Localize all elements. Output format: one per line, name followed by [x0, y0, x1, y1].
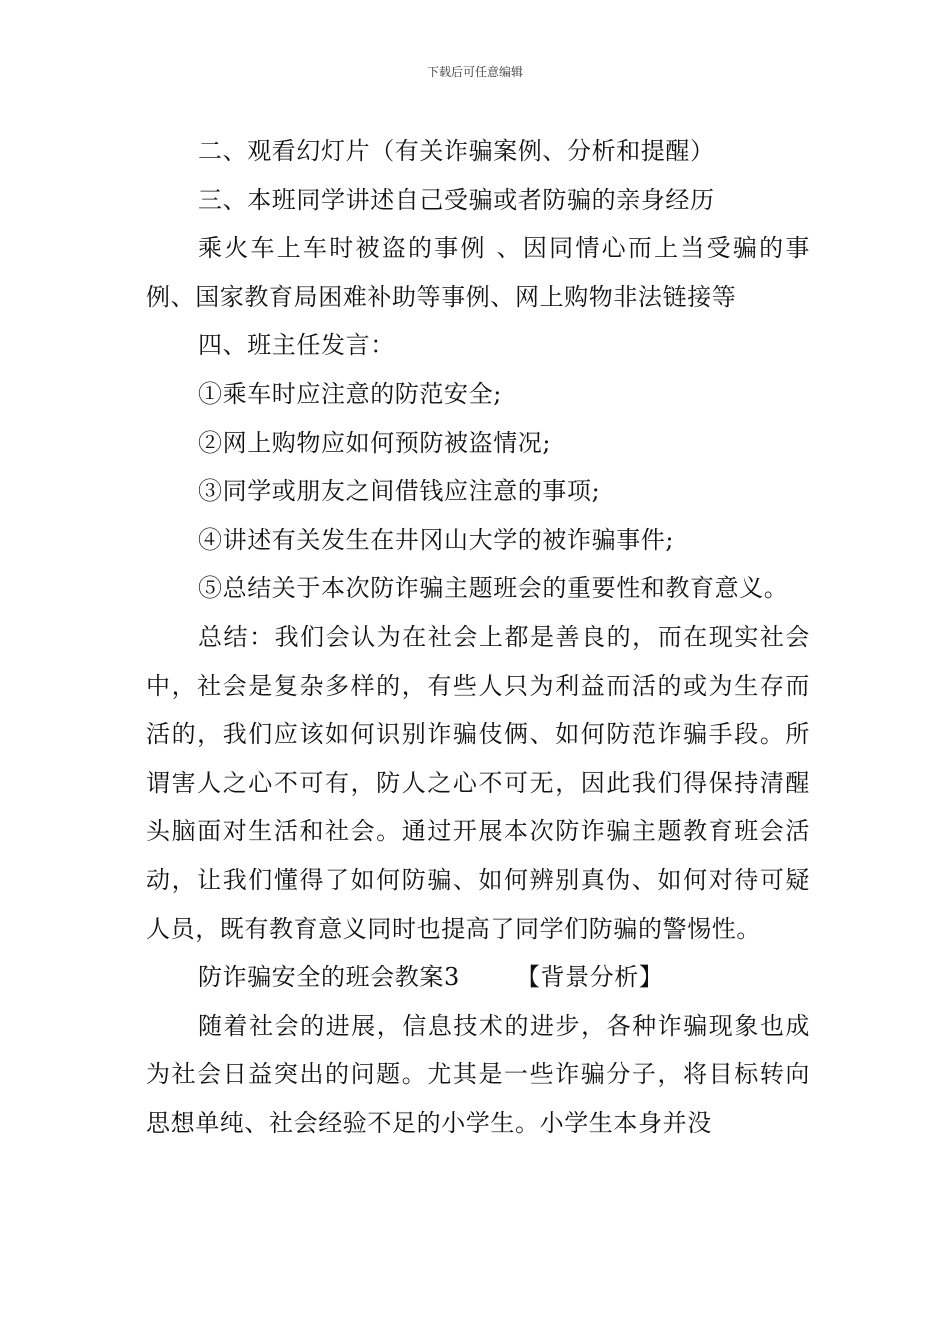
paragraph-examples: 乘火车上车时被盗的事例 、因同情心而上当受骗的事例、国家教育局困难补助等事例、网上购物非法链接等 [146, 234, 810, 311]
list-item-3: ③同学或朋友之间借钱应注意的事项; [198, 477, 601, 506]
paragraph-step-3: 三、本班同学讲述自己受骗或者防骗的亲身经历 [198, 185, 715, 214]
list-item-4: ④讲述有关发生在井冈山大学的被诈骗事件; [198, 525, 675, 554]
paragraph-background: 随着社会的进展，信息技术的进步，各种诈骗现象也成为社会日益突出的问题。尤其是一些诈骗分子，将目标转向思想单纯、社会经验不足的小学生。小学生本身并没 [146, 1011, 810, 1137]
section-heading-line [146, 953, 810, 1002]
paragraph-step-4: 四、班主任发言： [198, 331, 395, 360]
section-subtitle: 【背景分析】 [515, 963, 664, 992]
list-item-2: ②网上购物应如何预防被盗情况; [198, 428, 552, 457]
paragraph-step-2: 二、观看幻灯片（有关诈骗案例、分析和提醒） [198, 137, 715, 165]
list-item-1: ①乘车时应注意的防范安全; [198, 379, 502, 408]
page-header: 下载后可任意编辑 [426, 65, 523, 79]
document-body [146, 127, 810, 1147]
section-title: 防诈骗安全的班会教案3 [198, 963, 460, 992]
list-item-5: ⑤总结关于本次防诈骗主题班会的重要性和教育意义。 [198, 574, 789, 603]
paragraph-summary: 总结：我们会认为在社会上都是善良的，而在现实社会中，社会是复杂多样的，有些人只为利益而活的或为生存而活的，我们应该如何识别诈骗伎俩、如何防范诈骗手段。所谓害人之心不可有，防人之心不可无，因此我们得保持清醒头脑面对生活和社会。通过开展本次防诈骗主题教育班会活动，让我们懂得了如何防骗、如何辨别真伪、如何对待可疑人员，既有教育意义同时也提高了同学们防骗的警惕性。 [146, 622, 810, 943]
